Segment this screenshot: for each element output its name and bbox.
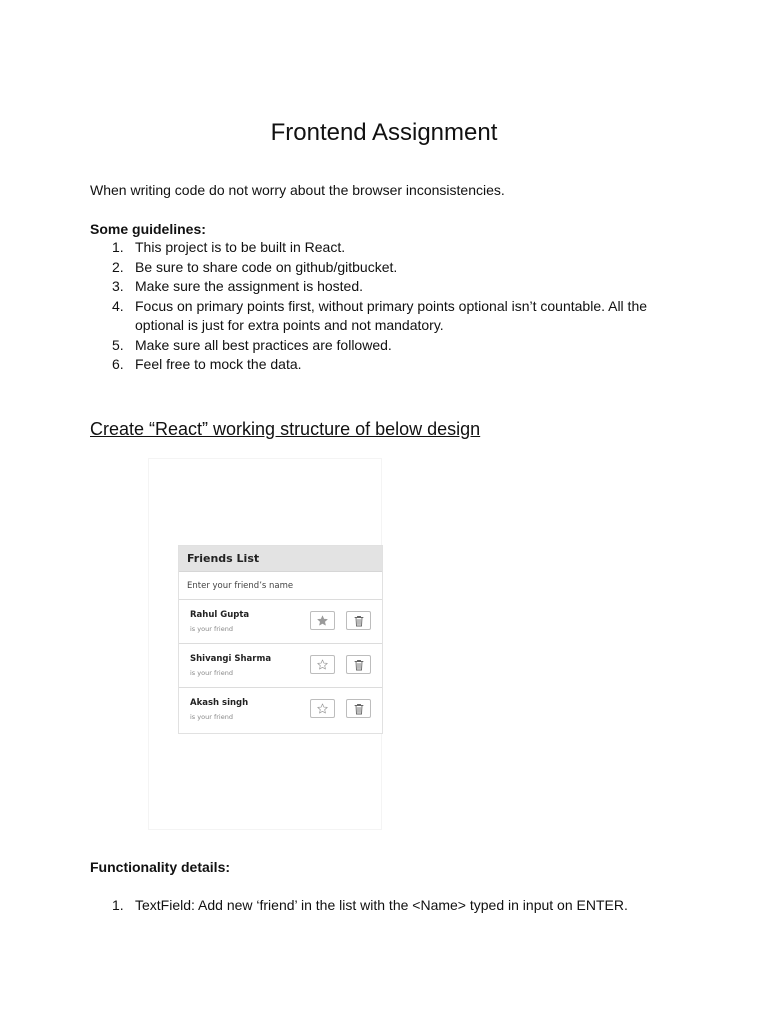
favorite-button[interactable] — [310, 699, 335, 718]
trash-icon — [354, 703, 364, 715]
guideline-text: Make sure the assignment is hosted. — [135, 278, 364, 294]
guideline-item — [90, 336, 670, 356]
friend-row — [179, 644, 382, 688]
guideline-item — [90, 258, 670, 278]
friend-name: Rahul Gupta — [190, 610, 250, 620]
delete-button[interactable] — [346, 655, 371, 674]
friend-row — [179, 600, 382, 644]
friend-row — [179, 688, 382, 733]
list-number: 1. — [112, 897, 124, 913]
friend-subtitle: is your friend — [190, 669, 233, 677]
list-number: 5. — [112, 336, 124, 353]
functionality-item — [90, 896, 690, 914]
guideline-text: Be sure to share code on github/gitbucket. — [135, 258, 398, 275]
friend-name: Shivangi Sharma — [190, 654, 272, 664]
friend-name-input[interactable] — [179, 572, 382, 600]
friend-subtitle: is your friend — [190, 713, 233, 721]
trash-icon — [354, 615, 364, 627]
delete-button[interactable] — [346, 699, 371, 718]
guideline-item — [90, 238, 670, 258]
functionality-heading: Functionality details: — [90, 859, 231, 875]
star-filled-icon — [317, 615, 328, 626]
friend-name: Akash singh — [190, 698, 249, 708]
friends-list-header: Friends List — [179, 546, 382, 572]
functionality-list — [90, 896, 690, 914]
design-section-heading: Create “React” working structure of below design — [90, 419, 481, 439]
friend-subtitle: is your friend — [190, 625, 233, 633]
friends-list-card — [178, 545, 383, 734]
guideline-text: Feel free to mock the data. — [135, 356, 302, 372]
intro-text: When writing code do not worry about the browser inconsistencies. — [90, 182, 505, 198]
list-number: 1. — [112, 239, 124, 255]
guideline-item — [90, 297, 670, 336]
list-number: 6. — [112, 356, 124, 372]
guidelines-heading: Some guidelines: — [90, 221, 206, 237]
functionality-text: TextField: Add new ‘friend’ in the list with the <Name> typed in input on ENTER. — [135, 897, 628, 913]
page-title: Frontend Assignment — [270, 119, 498, 146]
list-number: 3. — [112, 278, 124, 294]
favorite-button[interactable] — [310, 611, 335, 630]
star-outline-icon — [317, 659, 328, 670]
star-outline-icon — [317, 703, 328, 714]
delete-button[interactable] — [346, 611, 371, 630]
list-number: 4. — [112, 297, 124, 314]
guideline-item — [90, 277, 670, 297]
guideline-item — [90, 355, 670, 375]
trash-icon — [354, 659, 364, 671]
guideline-text: Focus on primary points first, without primary points optional isn’t countable. All the optional is just for extra points and not mandatory. — [135, 297, 648, 333]
guideline-text: Make sure all best practices are followed. — [135, 336, 392, 353]
list-number: 2. — [112, 258, 124, 275]
favorite-button[interactable] — [310, 655, 335, 674]
guideline-text: This project is to be built in React. — [135, 239, 346, 255]
guidelines-list — [90, 238, 670, 375]
